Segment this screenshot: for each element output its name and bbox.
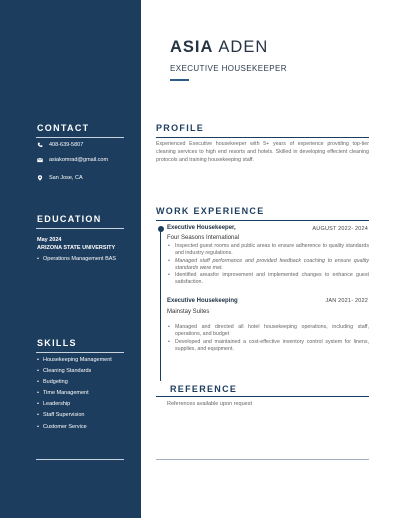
skills-list — [37, 356, 112, 434]
profile-summary: Experienced Executive housekeeper with 5+ years of experience providing top-tier cleaning services to high end resorts and hotels. Skilled in developing effecient cleaning protocols and training housekeeping staff. — [156, 141, 369, 163]
title-accent-bar — [170, 79, 189, 81]
job-company: Mainstay Suites — [167, 309, 210, 315]
job-title: Executive Housekeeping — [167, 298, 238, 304]
job-bullet: • Identified areasfor improvement and implemented changes to enhance guest satisfaction. — [167, 272, 369, 287]
email-address: asiakomrad@gmail.com — [49, 157, 109, 163]
contact-location — [37, 175, 83, 181]
job-title-header: EXECUTIVE HOUSEKEEPER — [170, 64, 287, 73]
skill-item: • Budgeting — [37, 378, 112, 389]
timeline-dot — [158, 226, 164, 232]
contact-email — [37, 157, 108, 163]
candidate-name — [170, 38, 268, 57]
phone-icon — [37, 142, 45, 148]
education-degree: • Operations Management BAS — [37, 255, 116, 266]
first-name: ASIA — [170, 38, 213, 56]
skill-item: • Cleaning Standards — [37, 367, 112, 378]
job-dates: AUGUST 2022- 2024 — [312, 226, 368, 232]
job-bullets — [167, 243, 369, 287]
skill-item: • Housekeeping Management — [37, 356, 112, 367]
last-name: ADEN — [218, 38, 269, 56]
education-school: ARIZONA STATE UNIVERSITY — [37, 245, 116, 251]
location-pin-icon — [37, 175, 45, 181]
skill-item: • Customer Service — [37, 423, 112, 434]
email-icon — [37, 157, 45, 163]
location-text: San Jose, CA — [49, 175, 83, 181]
education-divider — [36, 228, 124, 229]
skills-heading: SKILLS — [37, 338, 77, 348]
job-bullet: • Managed staff performance and provided feedback coaching to ensure quality standards were met. — [167, 258, 369, 273]
job-title: Executive Housekeeper, — [167, 225, 236, 231]
education-date: May 2024 — [37, 237, 62, 243]
contact-phone — [37, 142, 83, 148]
reference-heading: REFERENCE — [170, 384, 238, 394]
job-dates: JAN 2021- 2022 — [325, 298, 368, 304]
skill-item: • Time Management — [37, 389, 112, 400]
sidebar-bottom-divider — [36, 459, 124, 460]
skill-item: • Leadership — [37, 400, 112, 411]
job-bullet: • Developed and maintained a cost-effective inventory control system for linens, supplies, and equipment. — [167, 339, 369, 354]
job-bullet: • Inspected guest rooms and public areas to ensure adherence to quality standards and industry regulations. — [167, 243, 369, 258]
profile-divider — [156, 137, 369, 138]
timeline-line — [160, 229, 161, 381]
education-heading: EDUCATION — [37, 214, 102, 224]
reference-divider — [156, 396, 369, 397]
skill-item: • Staff Supervision — [37, 411, 112, 422]
reference-text: References available upon request — [167, 401, 253, 407]
contact-divider — [36, 137, 124, 138]
skills-divider — [36, 352, 124, 353]
job-bullet: • Managed and directed all hotel housekeeping operations, including staff, operations, and budget — [167, 324, 369, 339]
phone-number: 408-639-5807 — [49, 142, 84, 148]
education-list — [37, 255, 116, 266]
job-company: Four Seasons International — [167, 235, 240, 241]
contact-heading: CONTACT — [37, 123, 90, 133]
sidebar — [0, 0, 141, 518]
work-experience-divider — [156, 220, 369, 221]
work-experience-heading: WORK EXPERIENCE — [156, 206, 265, 216]
profile-heading: PROFILE — [156, 123, 205, 133]
main-bottom-divider — [156, 459, 369, 460]
job-bullets — [167, 324, 369, 353]
